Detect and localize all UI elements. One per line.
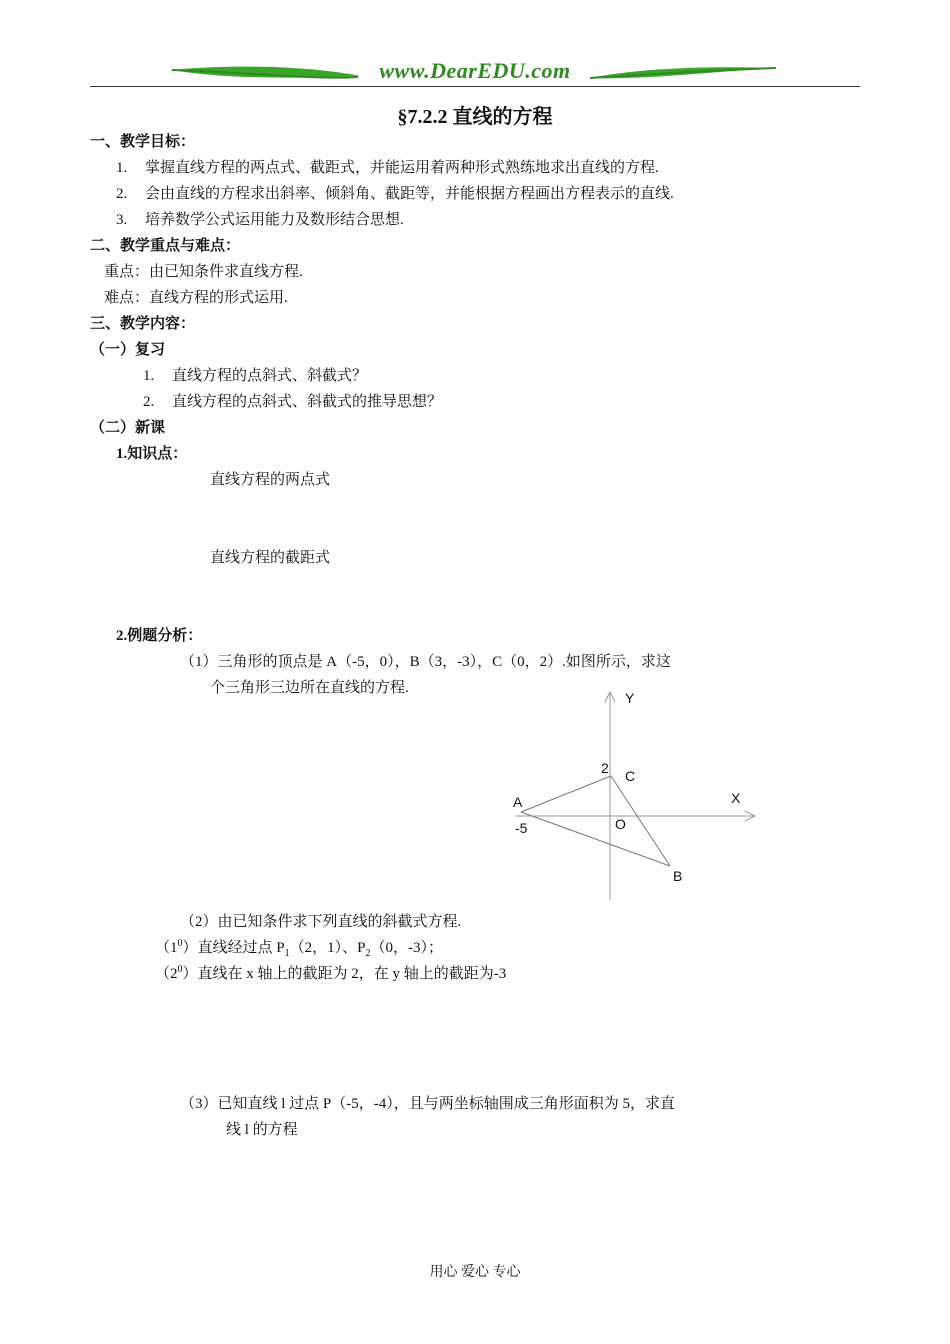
goal-item-text: 培养数学公式运用能力及数形结合思想. [145, 212, 404, 228]
content-heading: 三、教学内容： [90, 316, 196, 332]
point-a-label: A [513, 794, 523, 810]
goal-item-1 [116, 156, 659, 177]
ex2-2-end: ）直线在 x 轴上的截距为 2，在 y 轴上的截距为-3 [182, 966, 507, 982]
knowledge-heading: 1.知识点： [116, 446, 188, 462]
goals-heading: 一、教学目标： [90, 134, 196, 150]
review-item-num: 1. [143, 368, 155, 384]
ex2-2-sup: 0 [177, 964, 183, 975]
ex2-2-prefix: （2 [155, 966, 178, 982]
intercept-form: 直线方程的截距式 [210, 550, 331, 566]
example-3-line-2: 线 l 的方程 [226, 1122, 298, 1138]
two-point-form: 直线方程的两点式 [210, 472, 331, 488]
ex2-1-prefix: （1 [155, 940, 178, 956]
example-2-part-1 [155, 936, 443, 959]
example-1-line-1: （1）三角形的顶点是 A（-5，0），B（3，-3），C（0，2）.如图所示，求这 [180, 654, 671, 670]
triangle-figure [505, 688, 765, 903]
header-rule [90, 86, 860, 87]
review-item-num: 2. [143, 394, 155, 410]
y-tick-label: 2 [601, 760, 609, 776]
origin-label: O [615, 816, 626, 832]
review-item-2 [143, 390, 442, 411]
page-title: §7.2.2 直线的方程 [397, 106, 553, 128]
ex2-1-mid2: （2，1）、P [289, 940, 366, 956]
ex2-1-end: （0，-3）； [370, 940, 443, 956]
coordinate-diagram [505, 688, 765, 903]
review-item-text: 直线方程的点斜式、斜截式？ [172, 368, 368, 384]
difficult-point-text: 难点：直线方程的形式运用. [104, 290, 288, 306]
goal-item-num: 2. [116, 186, 128, 202]
example-1-line-2: 个三角形三边所在直线的方程. [210, 680, 409, 696]
x-axis-label: X [731, 790, 741, 806]
goal-item-text: 掌握直线方程的两点式、截距式，并能运用着两种形式熟练地求出直线的方程. [145, 160, 659, 176]
key-points-heading: 二、教学重点与难点： [90, 238, 241, 254]
review-item-1 [143, 364, 367, 385]
ex2-1-sub2: 2 [365, 948, 371, 959]
point-c-label: C [625, 768, 636, 784]
point-b-label: B [673, 868, 683, 884]
review-heading: （一）复习 [90, 342, 166, 358]
goal-item-3 [116, 208, 404, 229]
goal-item-text: 会由直线的方程求出斜率、倾斜角、截距等，并能根据方程画出方程表示的直线. [145, 186, 674, 202]
ex2-1-mid: ）直线经过点 P [182, 940, 285, 956]
goal-item-num: 3. [116, 212, 128, 228]
x-tick-label: -5 [515, 820, 528, 836]
new-lesson-heading: （二）新课 [90, 420, 166, 436]
ex2-1-sup: 0 [177, 938, 183, 949]
page-footer: 用心 爱心 专心 [429, 1265, 521, 1280]
example-3-line-1: （3）已知直线 l 过点 P（-5，-4），且与两坐标轴围成三角形面积为 5，求直 [180, 1096, 676, 1112]
goal-item-num: 1. [116, 160, 128, 176]
example-2-part-2 [155, 962, 506, 983]
examples-heading: 2.例题分析： [116, 628, 203, 644]
key-point-text: 重点：由已知条件求直线方程. [104, 264, 303, 280]
ex2-1-sub1: 1 [284, 948, 290, 959]
banner-site-name: www.DearEDU.com [379, 58, 571, 83]
y-axis-label: Y [625, 690, 635, 706]
review-item-text: 直线方程的点斜式、斜截式的推导思想？ [172, 394, 443, 410]
example-2-heading: （2）由已知条件求下列直线的斜截式方程. [180, 914, 462, 930]
goal-item-2 [116, 182, 674, 203]
